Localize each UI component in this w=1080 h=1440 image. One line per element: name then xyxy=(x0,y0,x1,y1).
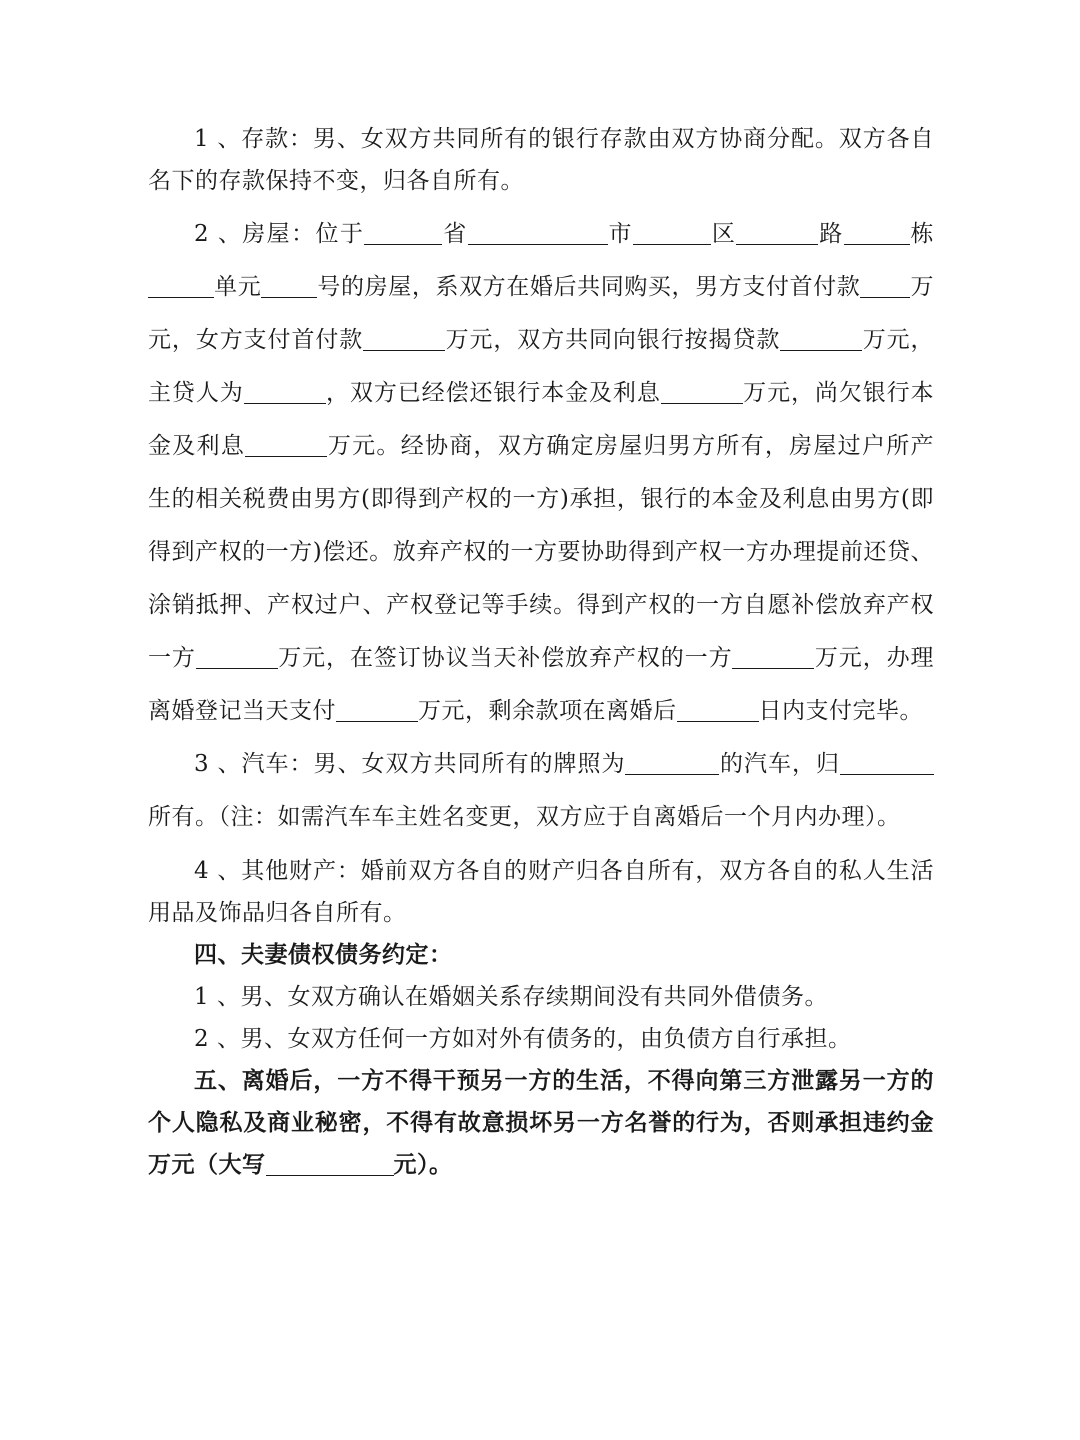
house-text: 万元，办理离婚登记当天支付 xyxy=(148,645,935,724)
car-text: 3 、汽车：男、女双方共同所有的牌照为 xyxy=(194,751,626,777)
road-blank[interactable] xyxy=(736,221,818,245)
house-text: 区 xyxy=(710,221,737,247)
house-text: 万元，尚欠银行本金及利息 xyxy=(148,380,935,459)
building-blank[interactable] xyxy=(844,221,910,245)
house-text: ，双方已经偿还银行本金及利息 xyxy=(325,380,661,406)
savings-text: 1 、存款：男、女双方共同所有的银行存款由双方协商分配。双方各自名下的存款保持不变，归各自所有。 xyxy=(148,126,934,194)
car-owner-blank[interactable] xyxy=(840,751,934,775)
car-text: 所有。（注：如需汽车车主姓名变更，双方应于自离婚后一个月内办理）。 xyxy=(148,804,901,830)
agreement-page xyxy=(148,118,934,1186)
after-divorce-text: 元）。 xyxy=(393,1151,453,1178)
after-divorce-text: 五、离婚后，一方不得干预另一方的生活，不得向第三方泄露另一方的个人隐私及商业秘密，不得有故意损坏另一方名誉的行为，否则承担违约金万元（大写 xyxy=(148,1067,934,1178)
house-text: 号的房屋，系双方在婚后共同购买，男方支付首付款 xyxy=(317,274,861,300)
unit-blank[interactable] xyxy=(261,274,317,298)
house-text: 路 xyxy=(818,221,844,247)
house-text: 万元，在签订协议当天补偿放弃产权的一方 xyxy=(277,645,733,671)
house-text: 万元。经协商，双方确定房屋归男方所有，房屋过户所产生的相关税费由男方(即得到产权的一方)承担，银行的本金及利息由男方(即得到产权的一方)偿还。放弃产权的一方要协助得到产权一方办理提前还贷、涂销抵押、产权过户、产权登记等手续。得到产权的一方自愿补偿放弃产权一方 xyxy=(148,433,935,671)
main-borrower-blank[interactable] xyxy=(244,380,326,404)
compensation-signing-day-blank[interactable] xyxy=(732,645,814,669)
house-text: 万元，女方支付首付款 xyxy=(148,274,935,353)
house-text: 万元，剩余款项在离婚后 xyxy=(418,698,677,724)
debts-item-2: 2 、男、女双方任何一方如对外有债务的，由负债方自行承担。 xyxy=(194,1026,852,1052)
house-text: 省 xyxy=(442,221,468,247)
province-blank[interactable] xyxy=(364,221,442,245)
repaid-amount-blank[interactable] xyxy=(661,380,743,404)
license-plate-blank[interactable] xyxy=(625,751,719,775)
house-text: 万元，双方共同向银行按揭贷款 xyxy=(445,327,781,353)
penalty-amount-blank[interactable] xyxy=(266,1152,394,1176)
house-clause xyxy=(148,208,934,738)
car-clause xyxy=(148,738,934,844)
payment-days-blank[interactable] xyxy=(677,698,759,722)
house-text: 单元 xyxy=(214,274,262,300)
compensation-total-blank[interactable] xyxy=(196,645,278,669)
house-text: 栋 xyxy=(909,221,935,247)
remaining-loan-blank[interactable] xyxy=(245,433,327,457)
house-text: 万元，主贷人为 xyxy=(148,327,935,406)
city-blank[interactable] xyxy=(468,221,608,245)
debts-item-1: 1 、男、女双方确认在婚姻关系存续期间没有共同外借债务。 xyxy=(194,984,828,1010)
district-blank[interactable] xyxy=(633,221,711,245)
house-text: 日内支付完毕。 xyxy=(758,698,923,724)
mortgage-amount-blank[interactable] xyxy=(780,327,862,351)
female-down-payment-blank[interactable] xyxy=(363,327,445,351)
car-text: 的汽车，归 xyxy=(719,751,840,777)
savings-clause xyxy=(148,118,934,202)
debts-heading: 四、夫妻债权债务约定： xyxy=(194,941,453,968)
compensation-registration-day-blank[interactable] xyxy=(336,698,418,722)
male-down-payment-blank[interactable] xyxy=(860,274,910,298)
other-property-text: 4 、其他财产：婚前双方各自的财产归各自所有，双方各自的私人生活用品及饰品归各自所有。 xyxy=(148,858,934,926)
house-text: 2 、房屋：位于 xyxy=(194,221,365,247)
other-property-clause xyxy=(148,850,934,934)
building-number-blank[interactable] xyxy=(148,274,214,298)
after-divorce-clause xyxy=(148,1060,934,1186)
house-text: 市 xyxy=(607,221,633,247)
